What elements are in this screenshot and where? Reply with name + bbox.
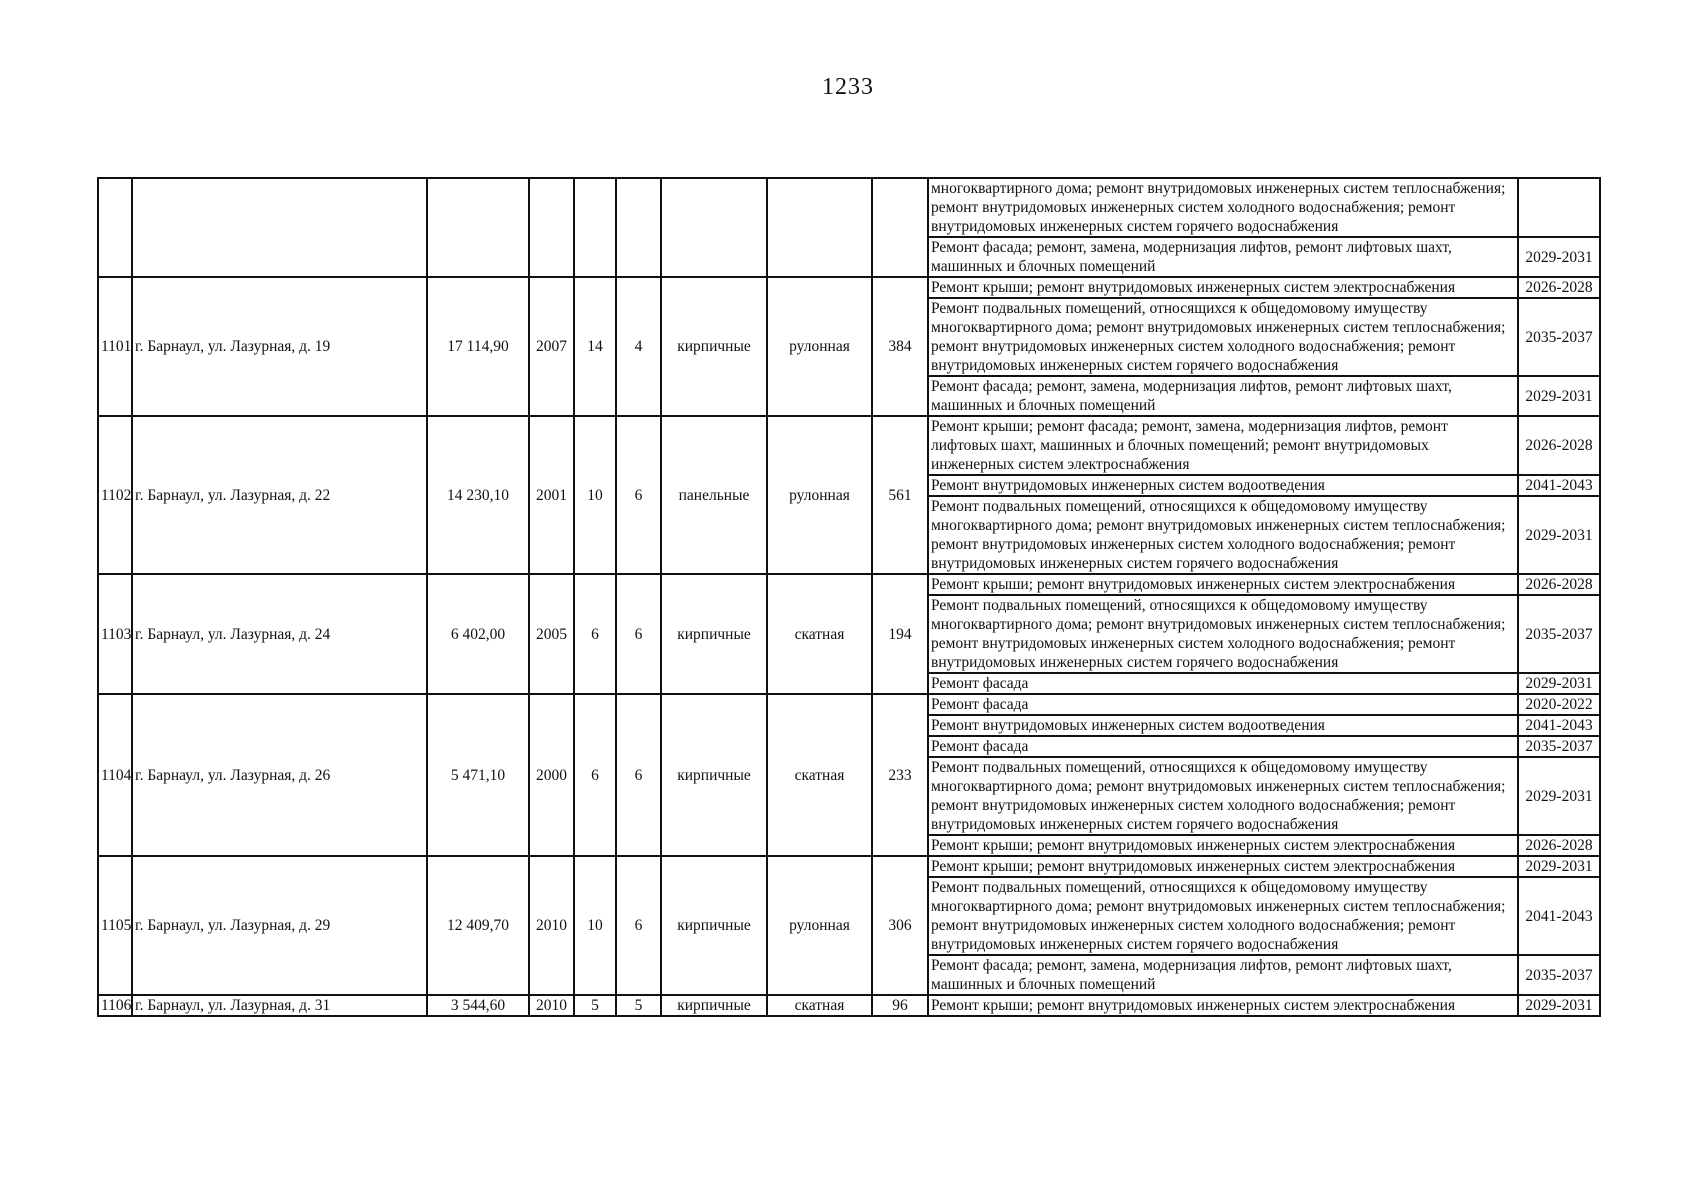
walls-cell [661, 178, 767, 277]
work-period: 2035-2037 [1518, 736, 1600, 757]
residents-cell: 561 [872, 416, 928, 574]
floors-cell: 14 [574, 277, 616, 416]
work-period: 2026-2028 [1518, 574, 1600, 595]
residents-cell: 306 [872, 856, 928, 995]
row-number: 1103 [98, 574, 132, 694]
residents-cell: 384 [872, 277, 928, 416]
work-description: Ремонт крыши; ремонт внутридомовых инженерных систем электроснабжения [928, 574, 1518, 595]
row-number: 1105 [98, 856, 132, 995]
address-cell: г. Барнаул, ул. Лазурная, д. 26 [132, 694, 427, 856]
work-description: Ремонт крыши; ремонт внутридомовых инженерных систем электроснабжения [928, 856, 1518, 877]
floors-cell [574, 178, 616, 277]
work-description: Ремонт крыши; ремонт внутридомовых инженерных систем электроснабжения [928, 277, 1518, 298]
roof-cell: скатная [767, 995, 872, 1016]
table-row [98, 856, 1600, 877]
work-period: 2020-2022 [1518, 694, 1600, 715]
roof-cell: рулонная [767, 277, 872, 416]
work-description: Ремонт подвальных помещений, относящихся к общедомовому имуществу многоквартирного дома; ремонт внутридомовых инженерных систем теплоснабжения; ремонт внутридомовых инженерных систем холодного водоснабжения; ремонт внутридомовых инженерных систем горячего водоснабжения [928, 496, 1518, 574]
work-description: Ремонт крыши; ремонт внутридомовых инженерных систем электроснабжения [928, 835, 1518, 856]
floors-cell: 10 [574, 416, 616, 574]
residents-cell: 96 [872, 995, 928, 1016]
entrances-cell: 6 [616, 694, 661, 856]
walls-cell: кирпичные [661, 574, 767, 694]
area-cell: 6 402,00 [427, 574, 529, 694]
work-description: Ремонт фасада; ремонт, замена, модернизация лифтов, ремонт лифтовых шахт, машинных и блочных помещений [928, 955, 1518, 995]
work-description: многоквартирного дома; ремонт внутридомовых инженерных систем теплоснабжения; ремонт внутридомовых инженерных систем холодного водоснабжения; ремонт внутридомовых инженерных систем горячего водоснабжения [928, 178, 1518, 237]
work-period: 2041-2043 [1518, 475, 1600, 496]
work-description: Ремонт внутридомовых инженерных систем водоотведения [928, 715, 1518, 736]
work-period: 2029-2031 [1518, 496, 1600, 574]
roof-cell: скатная [767, 574, 872, 694]
table-row [98, 416, 1600, 475]
entrances-cell: 6 [616, 416, 661, 574]
num-cell [98, 178, 132, 277]
work-description: Ремонт фасада [928, 736, 1518, 757]
row-number: 1101 [98, 277, 132, 416]
work-description: Ремонт подвальных помещений, относящихся к общедомовому имуществу многоквартирного дома; ремонт внутридомовых инженерных систем теплоснабжения; ремонт внутридомовых инженерных систем холодного водоснабжения; ремонт внутридомовых инженерных систем горячего водоснабжения [928, 877, 1518, 955]
work-period: 2035-2037 [1518, 298, 1600, 376]
row-number: 1104 [98, 694, 132, 856]
walls-cell: кирпичные [661, 694, 767, 856]
table-row [98, 694, 1600, 715]
work-period: 2026-2028 [1518, 416, 1600, 475]
entrances-cell: 5 [616, 995, 661, 1016]
work-period [1518, 178, 1600, 237]
year-cell [529, 178, 574, 277]
row-number: 1106 [98, 995, 132, 1016]
address-cell [132, 178, 427, 277]
carryover-row [98, 178, 1600, 237]
area-cell: 5 471,10 [427, 694, 529, 856]
work-period: 2029-2031 [1518, 995, 1600, 1016]
floors-cell: 5 [574, 995, 616, 1016]
work-description: Ремонт внутридомовых инженерных систем водоотведения [928, 475, 1518, 496]
address-cell: г. Барнаул, ул. Лазурная, д. 19 [132, 277, 427, 416]
work-description: Ремонт крыши; ремонт фасада; ремонт, замена, модернизация лифтов, ремонт лифтовых шахт, машинных и блочных помещений; ремонт внутридомовых инженерных систем электроснабжения [928, 416, 1518, 475]
work-period: 2029-2031 [1518, 673, 1600, 694]
floors-cell: 6 [574, 694, 616, 856]
housing-repair-table [97, 177, 1601, 1017]
work-period: 2026-2028 [1518, 835, 1600, 856]
entrances-cell [616, 178, 661, 277]
year-cell: 2005 [529, 574, 574, 694]
work-description: Ремонт подвальных помещений, относящихся к общедомовому имуществу многоквартирного дома; ремонт внутридомовых инженерных систем теплоснабжения; ремонт внутридомовых инженерных систем холодного водоснабжения; ремонт внутридомовых инженерных систем горячего водоснабжения [928, 595, 1518, 673]
work-period: 2041-2043 [1518, 877, 1600, 955]
work-description: Ремонт подвальных помещений, относящихся к общедомовому имуществу многоквартирного дома; ремонт внутридомовых инженерных систем теплоснабжения; ремонт внутридомовых инженерных систем холодного водоснабжения; ремонт внутридомовых инженерных систем горячего водоснабжения [928, 298, 1518, 376]
work-description: Ремонт фасада [928, 673, 1518, 694]
walls-cell: кирпичные [661, 856, 767, 995]
work-period: 2029-2031 [1518, 856, 1600, 877]
floors-cell: 6 [574, 574, 616, 694]
address-cell: г. Барнаул, ул. Лазурная, д. 24 [132, 574, 427, 694]
table-row [98, 277, 1600, 298]
entrances-cell: 6 [616, 856, 661, 995]
residents-cell [872, 178, 928, 277]
area-cell: 17 114,90 [427, 277, 529, 416]
residents-cell: 194 [872, 574, 928, 694]
area-cell: 12 409,70 [427, 856, 529, 995]
roof-cell: скатная [767, 694, 872, 856]
area-cell: 3 544,60 [427, 995, 529, 1016]
work-description: Ремонт фасада [928, 694, 1518, 715]
work-period: 2029-2031 [1518, 757, 1600, 835]
page-number: 1233 [822, 74, 874, 100]
roof-cell: рулонная [767, 416, 872, 574]
address-cell: г. Барнаул, ул. Лазурная, д. 29 [132, 856, 427, 995]
year-cell: 2010 [529, 856, 574, 995]
work-description: Ремонт фасада; ремонт, замена, модернизация лифтов, ремонт лифтовых шахт, машинных и блочных помещений [928, 237, 1518, 277]
address-cell: г. Барнаул, ул. Лазурная, д. 31 [132, 995, 427, 1016]
year-cell: 2000 [529, 694, 574, 856]
roof-cell [767, 178, 872, 277]
work-description: Ремонт фасада; ремонт, замена, модернизация лифтов, ремонт лифтовых шахт, машинных и блочных помещений [928, 376, 1518, 416]
row-number: 1102 [98, 416, 132, 574]
work-period: 2035-2037 [1518, 955, 1600, 995]
entrances-cell: 4 [616, 277, 661, 416]
entrances-cell: 6 [616, 574, 661, 694]
work-description: Ремонт крыши; ремонт внутридомовых инженерных систем электроснабжения [928, 995, 1518, 1016]
work-period: 2035-2037 [1518, 595, 1600, 673]
year-cell: 2010 [529, 995, 574, 1016]
walls-cell: кирпичные [661, 995, 767, 1016]
walls-cell: панельные [661, 416, 767, 574]
floors-cell: 10 [574, 856, 616, 995]
work-period: 2029-2031 [1518, 376, 1600, 416]
table-row [98, 574, 1600, 595]
work-period: 2026-2028 [1518, 277, 1600, 298]
year-cell: 2007 [529, 277, 574, 416]
year-cell: 2001 [529, 416, 574, 574]
residents-cell: 233 [872, 694, 928, 856]
table-row [98, 995, 1600, 1016]
work-description: Ремонт подвальных помещений, относящихся к общедомовому имуществу многоквартирного дома; ремонт внутридомовых инженерных систем теплоснабжения; ремонт внутридомовых инженерных систем холодного водоснабжения; ремонт внутридомовых инженерных систем горячего водоснабжения [928, 757, 1518, 835]
work-period: 2041-2043 [1518, 715, 1600, 736]
area-cell [427, 178, 529, 277]
roof-cell: рулонная [767, 856, 872, 995]
area-cell: 14 230,10 [427, 416, 529, 574]
work-period: 2029-2031 [1518, 237, 1600, 277]
walls-cell: кирпичные [661, 277, 767, 416]
address-cell: г. Барнаул, ул. Лазурная, д. 22 [132, 416, 427, 574]
